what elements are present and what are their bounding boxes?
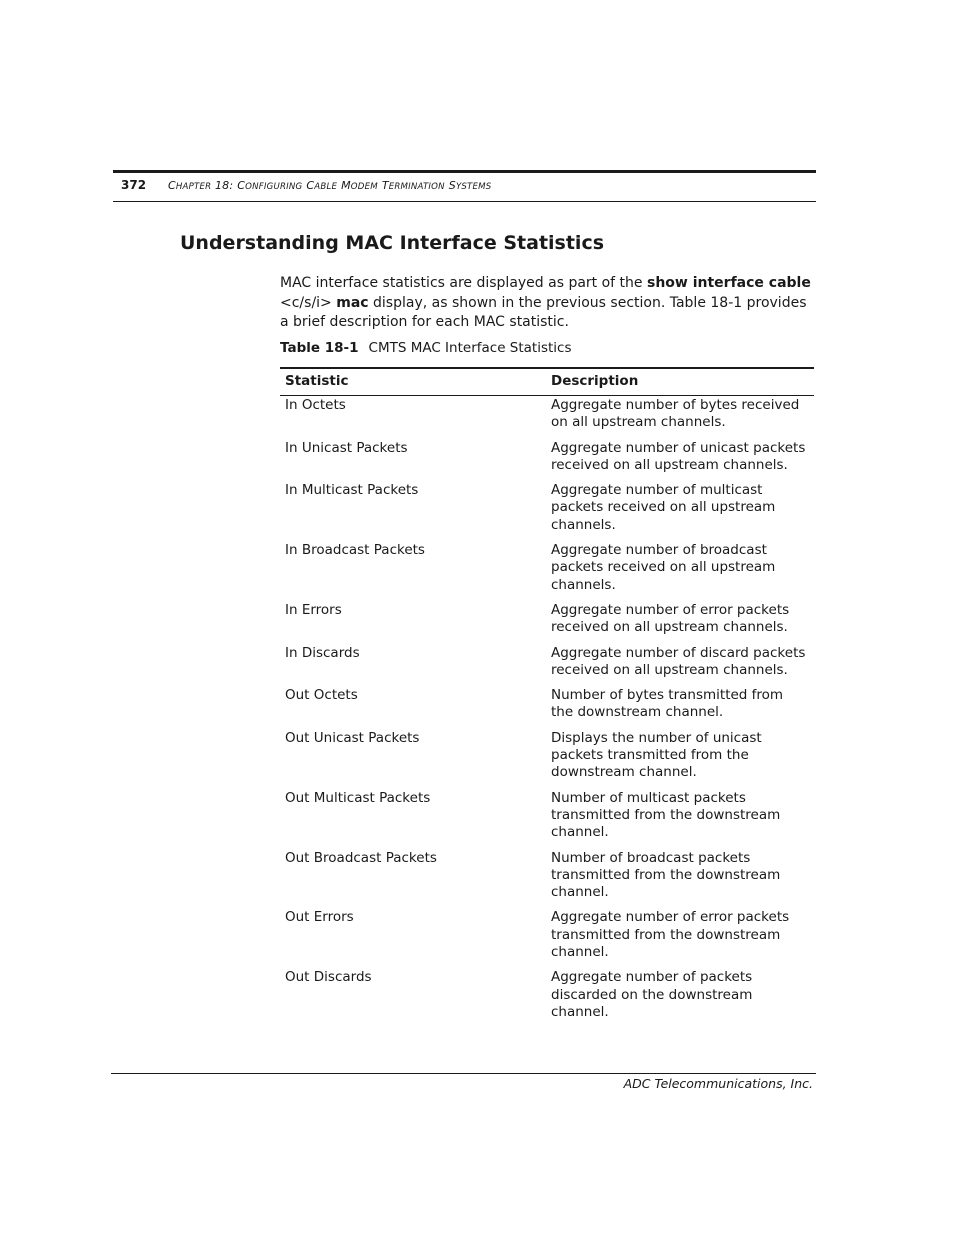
intro-command-1: show interface cable — [647, 275, 811, 291]
statistic-cell: Out Discards — [285, 969, 372, 986]
statistic-cell: Out Octets — [285, 687, 358, 704]
table-caption-text: CMTS MAC Interface Statistics — [368, 340, 572, 356]
description-cell: Aggregate number of unicast packets received on all upstream channels. — [551, 439, 806, 473]
column-header-description: Description — [546, 368, 814, 396]
running-head-word — [341, 179, 378, 192]
footer-company: ADC Telecommunications, Inc. — [623, 1076, 813, 1091]
running-head-word-rest: YSTEMS — [455, 182, 492, 192]
statistic-cell: Out Unicast Packets — [285, 729, 420, 746]
table-row — [280, 850, 814, 910]
table-row — [280, 482, 814, 542]
table-row — [280, 687, 814, 730]
statistic-cell: Out Broadcast Packets — [285, 849, 437, 866]
statistic-cell: In Broadcast Packets — [285, 542, 425, 559]
footer-rule — [111, 1073, 816, 1074]
description-cell: Aggregate number of packets discarded on the downstream channel. — [551, 969, 753, 1020]
table-row — [280, 790, 814, 850]
header-rule-top — [113, 170, 816, 173]
column-header-statistic: Statistic — [280, 368, 546, 396]
running-head-word-cap: M — [341, 179, 351, 192]
running-head-chapter-number: 18: — [214, 179, 234, 192]
running-head-word-rest: ONFIGURING — [245, 182, 303, 192]
running-head-word — [237, 179, 302, 192]
running-head-word-rest: ODEM — [350, 182, 378, 192]
description-cell: Number of bytes transmitted from the downstream channel. — [551, 687, 784, 721]
statistics-table — [280, 367, 814, 1029]
running-head-chapter-cap: C — [168, 179, 176, 192]
description-cell: Aggregate number of error packets received on all upstream channels. — [551, 601, 790, 636]
running-head-word-cap: C — [306, 179, 315, 192]
table-caption — [280, 340, 572, 356]
statistic-cell: Out Multicast Packets — [285, 789, 431, 806]
intro-text-2: <c/s/i> — [280, 294, 337, 311]
table-row — [280, 645, 814, 688]
table-row — [280, 542, 814, 602]
intro-text-3: display, as shown in the previous section. Table 18-1 provides a brief description for each MAC statistic. — [280, 294, 807, 330]
statistic-cell: In Unicast Packets — [285, 439, 408, 456]
table-row — [280, 396, 814, 440]
statistic-cell: In Octets — [285, 397, 346, 413]
statistic-cell: In Discards — [285, 644, 360, 661]
table-row — [280, 730, 814, 790]
header-rule-bottom — [113, 201, 816, 202]
description-cell: Number of broadcast packets transmitted from the downstream channel. — [551, 849, 781, 901]
description-cell: Aggregate number of broadcast packets received on all upstream channels. — [551, 542, 776, 593]
intro-command-2: mac — [336, 294, 369, 311]
running-head-word-cap: T — [381, 179, 389, 192]
description-cell: Aggregate number of bytes received on all upstream channels. — [551, 397, 800, 431]
description-cell: Aggregate number of error packets transmitted from the downstream channel. — [551, 909, 790, 961]
description-cell: Aggregate number of discard packets received on all upstream channels. — [551, 644, 806, 678]
running-head-title — [233, 179, 491, 192]
running-head-word-rest: ABLE — [314, 182, 338, 192]
table-caption-label: Table 18-1 — [280, 340, 359, 356]
description-cell: Displays the number of unicast packets transmitted from the downstream channel. — [551, 729, 762, 781]
section-title: Understanding MAC Interface Statistics — [180, 232, 605, 254]
description-cell: Aggregate number of multicast packets received on all upstream channels. — [551, 482, 776, 533]
table-row — [280, 969, 814, 1029]
table-body — [280, 396, 814, 1030]
table-row — [280, 440, 814, 483]
running-head-word — [382, 179, 445, 192]
table-row — [280, 602, 814, 645]
intro-paragraph — [280, 274, 816, 333]
running-head-word — [306, 179, 337, 192]
statistic-cell: Out Errors — [285, 909, 354, 926]
table-row — [280, 909, 814, 969]
running-head-word-cap: C — [237, 179, 246, 192]
page-number: 372 — [121, 178, 147, 192]
description-cell: Number of multicast packets transmitted from the downstream channel. — [551, 789, 781, 841]
running-head-word-cap: S — [448, 179, 456, 192]
running-head-word — [449, 179, 492, 192]
running-head-word-rest: ERMINATION — [388, 182, 445, 192]
table-header-row — [280, 368, 814, 396]
intro-text-1: MAC interface statistics are displayed as part of the — [280, 275, 647, 291]
statistic-cell: In Multicast Packets — [285, 482, 419, 499]
statistic-cell: In Errors — [285, 601, 342, 618]
running-head-chapter-rest: HAPTER — [175, 182, 212, 192]
running-head — [168, 179, 491, 192]
